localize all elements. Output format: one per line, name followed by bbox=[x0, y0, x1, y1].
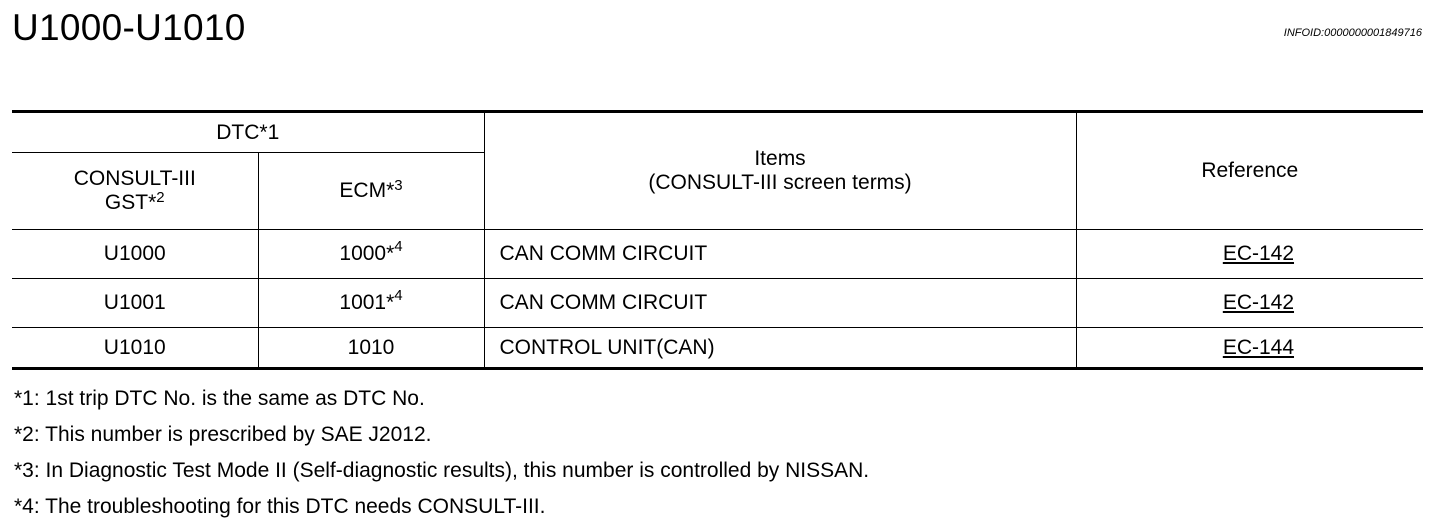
item-name: CONTROL UNIT(CAN) bbox=[484, 328, 1076, 369]
table-row bbox=[12, 230, 1423, 279]
item-name: CAN COMM CIRCUIT bbox=[484, 230, 1076, 279]
reference-cell bbox=[1076, 279, 1423, 328]
reference-link[interactable]: EC-142 bbox=[1222, 291, 1295, 314]
footnotes bbox=[14, 381, 869, 525]
consult-code: U1010 bbox=[12, 328, 258, 369]
reference-cell bbox=[1076, 230, 1423, 279]
reference-link[interactable]: EC-144 bbox=[1222, 335, 1295, 359]
footnote-1: *1: 1st trip DTC No. is the same as DTC No. bbox=[14, 387, 425, 410]
consult-header bbox=[12, 153, 258, 230]
footnote-4: *4: The troubleshooting for this DTC needs CONSULT-III. bbox=[14, 495, 546, 518]
ecm-code: 1000*$^4$ bbox=[258, 230, 484, 279]
footnote-2: *2: This number is prescribed by SAE J2012. bbox=[14, 423, 432, 446]
footnote-3: *3: In Diagnostic Test Mode II (Self-diagnostic results), this number is controlled by NISSAN. bbox=[14, 459, 870, 482]
ecm-code: 1010 bbox=[258, 328, 484, 369]
ecm-header: ECM*$^3$ bbox=[258, 153, 484, 230]
consult-code: U1000 bbox=[12, 230, 258, 279]
consult-header-line2: GST*$^2$ bbox=[104, 189, 165, 214]
dtc-table bbox=[12, 110, 1423, 370]
items-header bbox=[484, 112, 1076, 230]
items-header-line2: (CONSULT-III screen terms) bbox=[648, 171, 912, 194]
reference-link[interactable]: EC-142 bbox=[1222, 242, 1295, 265]
reference-header: Reference bbox=[1076, 112, 1423, 230]
consult-code: U1001 bbox=[12, 279, 258, 328]
consult-header-line1: CONSULT-III bbox=[73, 167, 196, 190]
table-row bbox=[12, 328, 1423, 369]
item-name: CAN COMM CIRCUIT bbox=[484, 279, 1076, 328]
ecm-code: 1001*$^4$ bbox=[258, 279, 484, 328]
table-row bbox=[12, 279, 1423, 328]
reference-cell bbox=[1076, 328, 1423, 369]
page-title: U1000-U1010 bbox=[12, 7, 246, 48]
info-id: INFOID:0000000001849716 bbox=[1283, 27, 1422, 39]
items-header-line1: Items bbox=[754, 147, 806, 170]
dtc-header: DTC*1 bbox=[12, 112, 484, 153]
